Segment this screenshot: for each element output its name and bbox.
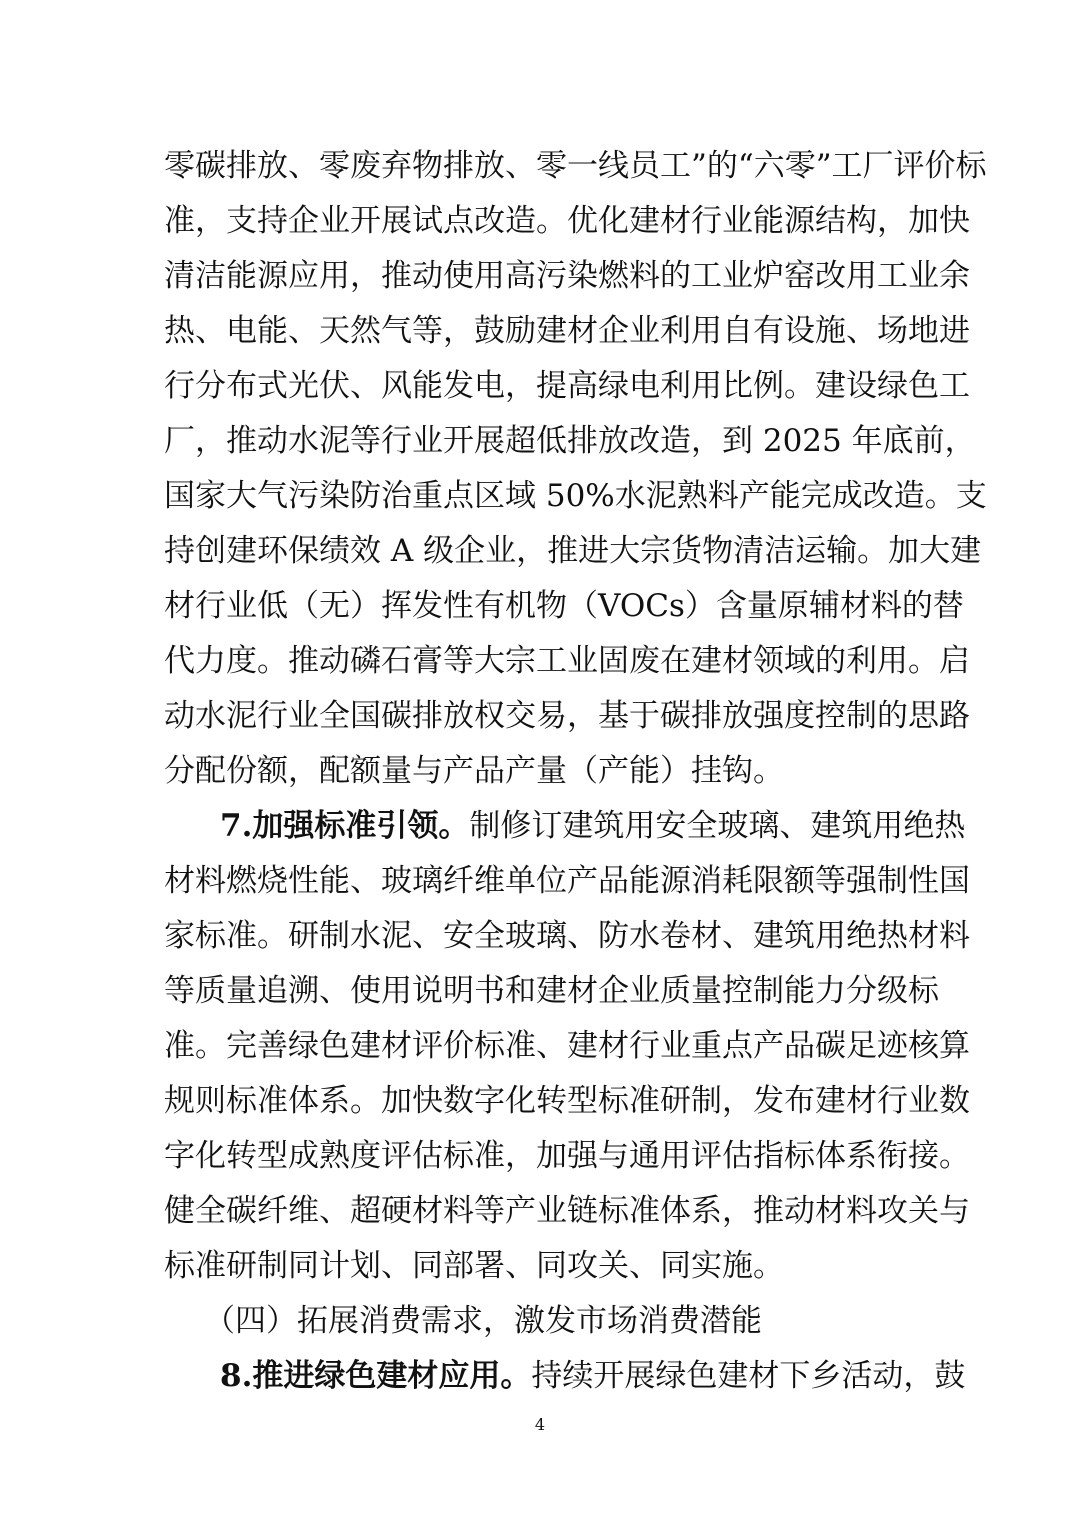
paragraph-line: 清洁能源应用，推动使用高污染燃料的工业炉窑改用工业余 bbox=[164, 258, 970, 294]
paragraph-line: 国家大气污染防治重点区域 50%水泥熟料产能完成改造。支 bbox=[164, 478, 987, 514]
paragraph-line: 材行业低（无）挥发性有机物（VOCs）含量原辅材料的替 bbox=[164, 588, 964, 624]
paragraph-line: 零碳排放、零废弃物排放、零一线员工”的“六零”工厂评价标 bbox=[164, 148, 987, 184]
item-7-first-line bbox=[220, 806, 966, 846]
paragraph-line: 持创建环保绩效 A 级企业，推进大宗货物清洁运输。加大建 bbox=[164, 533, 982, 569]
item-7-first-line-text: 制修订建筑用安全玻璃、建筑用绝热 bbox=[469, 808, 966, 844]
paragraph-line: 准。完善绿色建材评价标准、建材行业重点产品碳足迹核算 bbox=[164, 1028, 970, 1064]
page-number: 4 bbox=[534, 1415, 546, 1434]
paragraph-line: 规则标准体系。加快数字化转型标准研制，发布建材行业数 bbox=[164, 1083, 970, 1119]
item-8-first-line-text: 持续开展绿色建材下乡活动，鼓 bbox=[531, 1358, 966, 1394]
paragraph-line: 厂，推动水泥等行业开展超低排放改造，到 2025 年底前， bbox=[164, 423, 976, 459]
paragraph-line: 行分布式光伏、风能发电，提高绿电利用比例。建设绿色工 bbox=[164, 368, 970, 404]
paragraph-line: 代力度。推动磷石膏等大宗工业固废在建材领域的利用。启 bbox=[164, 643, 970, 679]
paragraph-line: 健全碳纤维、超硬材料等产业链标准体系，推动材料攻关与 bbox=[164, 1193, 970, 1229]
paragraph-line: 准，支持企业开展试点改造。优化建材行业能源结构，加快 bbox=[164, 203, 970, 239]
paragraph-line: 分配份额，配额量与产品产量（产能）挂钩。 bbox=[164, 753, 784, 789]
paragraph-line: 标准研制同计划、同部署、同攻关、同实施。 bbox=[164, 1248, 784, 1284]
paragraph-line: 家标准。研制水泥、安全玻璃、防水卷材、建筑用绝热材料 bbox=[164, 918, 970, 954]
paragraph-line: 动水泥行业全国碳排放权交易，基于碳排放强度控制的思路 bbox=[164, 698, 970, 734]
paragraph-line: 材料燃烧性能、玻璃纤维单位产品能源消耗限额等强制性国 bbox=[164, 863, 970, 899]
section-heading: （四）拓展消费需求，激发市场消费潜能 bbox=[204, 1303, 762, 1339]
item-8-first-line bbox=[220, 1356, 966, 1396]
item-8-heading: 8.推进绿色建材应用。 bbox=[220, 1358, 532, 1394]
paragraph-line: 等质量追溯、使用说明书和建材企业质量控制能力分级标 bbox=[164, 973, 939, 1009]
paragraph-line: 热、电能、天然气等，鼓励建材企业利用自有设施、场地进 bbox=[164, 313, 970, 349]
paragraph-line: 字化转型成熟度评估标准，加强与通用评估指标体系衔接。 bbox=[164, 1138, 970, 1174]
item-7-heading: 7.加强标准引领。 bbox=[220, 808, 470, 844]
